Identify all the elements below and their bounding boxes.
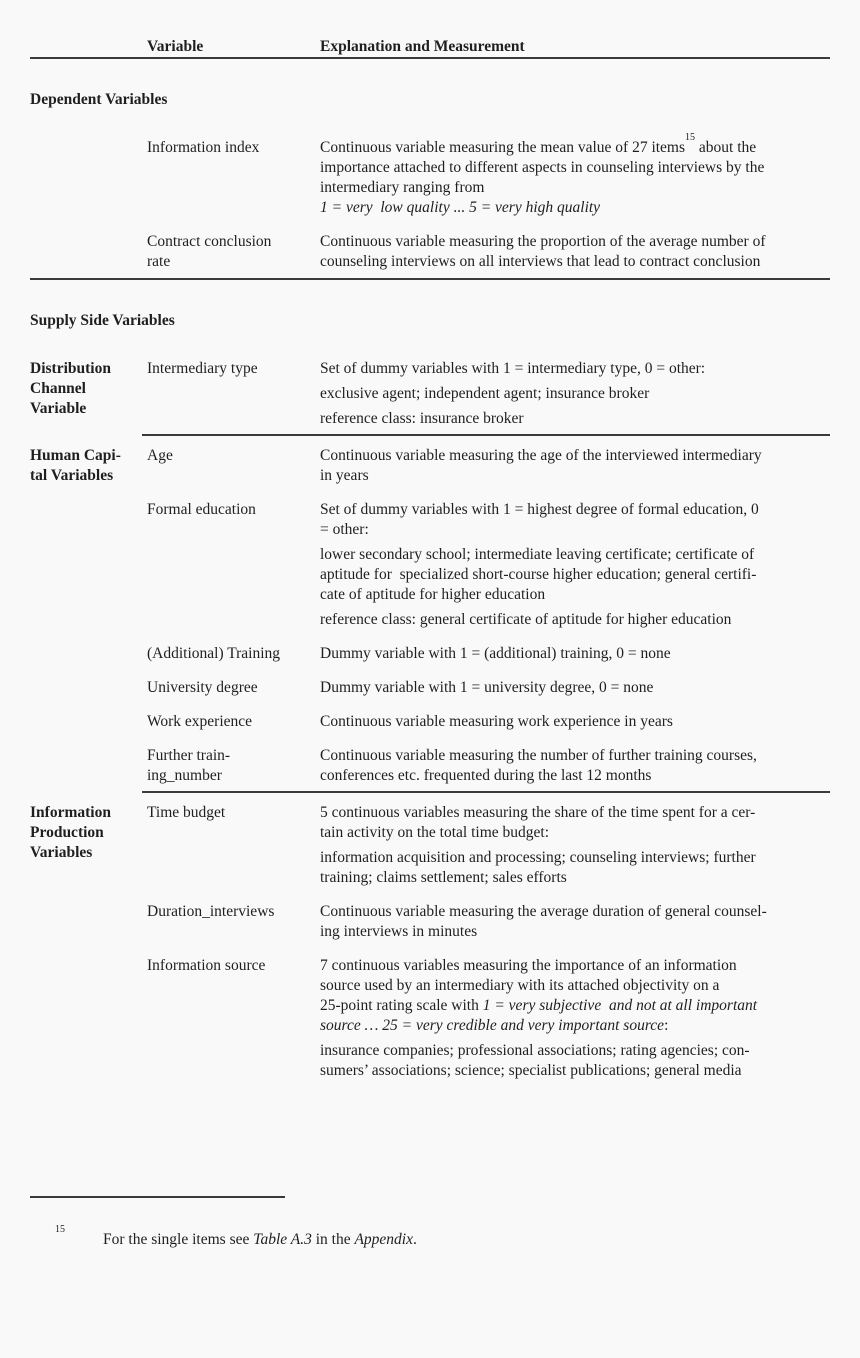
footnote-marker: 15 [55,1223,65,1235]
explanation-cell [320,902,833,942]
text-segment: tain activity on the total time budget: [320,824,550,841]
explanation-cell [320,500,833,630]
table-column-headers [30,0,830,57]
text-segment: Table A.3 [253,1231,312,1248]
variable-cell [147,712,320,732]
table-row [30,359,830,429]
explanation-line [320,956,833,976]
explanation-line [320,1016,833,1036]
text-segment: Continuous variable measuring work experience in years [320,713,673,730]
text-segment: aptitude for specialized short-course higher education; general certifi- [320,566,757,583]
text-segment: Continuous variable measuring the age of the interviewed intermediary [320,447,762,464]
table-row [30,232,830,272]
explanation-line [320,409,833,429]
explanation-line [320,198,833,218]
category-line: tal Variables [30,467,114,484]
text-segment: ing interviews in minutes [320,923,478,940]
explanation-cell [320,803,833,888]
explanation-paragraph [320,359,833,379]
explanation-line [320,848,833,868]
table-row [30,746,830,786]
text-segment: source … 25 = very credible and very important source [320,1017,665,1034]
variable-cell [147,746,320,786]
footnote-text [103,1231,417,1248]
variable-cell [147,678,320,698]
explanation-line [320,803,833,823]
section-title: Dependent Variables [30,91,168,108]
explanation-cell [320,678,833,698]
text-segment: in years [320,467,369,484]
variable-line: Information source [147,957,266,974]
explanation-paragraph [320,500,833,540]
explanation-line [320,585,833,605]
category-cell [30,803,147,863]
variable-line: Duration_interviews [147,903,275,920]
explanation-paragraph [320,446,833,486]
column-header-variable: Variable [147,38,204,55]
explanation-paragraph [320,131,833,218]
text-segment: . [413,1231,417,1248]
text-segment: 5 continuous variables measuring the share of the time spent for a cer- [320,804,756,821]
explanation-paragraph [320,409,833,429]
explanation-line [320,1041,833,1061]
text-segment: counseling interviews on all interviews that lead to contract conclusion [320,253,761,270]
explanation-line [320,384,833,404]
variable-line: Time budget [147,804,226,821]
table-row [30,712,830,732]
variable-cell [147,359,320,379]
table-row [30,446,830,486]
footnote-divider [30,1196,285,1198]
explanation-cell [320,956,833,1081]
explanation-line [320,1061,833,1081]
explanation-cell [320,746,833,786]
text-segment: cate of aptitude for higher education [320,586,546,603]
explanation-line [320,922,833,942]
text-segment: = other: [320,521,369,538]
explanation-paragraph [320,1041,833,1081]
variable-cell [147,956,320,976]
explanation-cell [320,359,833,429]
text-segment: sumers’ associations; science; specialist publications; general media [320,1062,742,1079]
table-row [30,803,830,888]
text-segment: reference class: general certificate of aptitude for higher education [320,611,732,628]
explanation-paragraph [320,610,833,630]
explanation-line [320,766,833,786]
variable-cell [147,500,320,520]
variable-line: University degree [147,679,258,696]
category-column-spacer [30,37,147,57]
category-line: Production [30,824,104,841]
explanation-cell [320,644,833,664]
explanation-line [320,976,833,996]
text-segment: reference class: insurance broker [320,410,524,427]
explanation-line [320,446,833,466]
category-line: Variable [30,400,87,417]
explanation-line [320,359,833,379]
text-segment: exclusive agent; independent agent; insurance broker [320,385,650,402]
explanation-paragraph [320,384,833,404]
text-segment: Set of dummy variables with 1 = highest degree of formal education, 0 [320,501,759,518]
variable-cell [147,803,320,823]
text-segment: Dummy variable with 1 = (additional) training, 0 = none [320,645,671,662]
variable-line: Further train- [147,747,231,764]
explanation-paragraph [320,712,833,732]
category-line: Channel [30,380,86,397]
explanation-paragraph [320,678,833,698]
text-segment: Continuous variable measuring the proportion of the average number of [320,233,766,250]
explanation-line [320,252,833,272]
variable-line: (Additional) Training [147,645,281,662]
explanation-line [320,644,833,664]
variable-line: Age [147,447,173,464]
table-divider [142,434,830,436]
explanation-paragraph [320,644,833,664]
explanation-line [320,902,833,922]
explanation-line [320,520,833,540]
text-segment: in the [311,1231,355,1248]
text-segment: source used by an intermediary with its attached objectivity on a [320,977,720,994]
explanation-paragraph [320,746,833,786]
explanation-line [320,545,833,565]
text-segment: 1 = very subjective and not at all important [482,997,758,1014]
superscript: 15 [685,131,696,143]
explanation-line [320,678,833,698]
text-segment: Continuous variable measuring the mean value of 27 items [320,139,686,156]
explanation-line [320,158,833,178]
variable-line: ing_number [147,767,222,784]
table-row [30,500,830,630]
table-row [30,902,830,942]
table-divider [30,278,830,280]
text-segment: 7 continuous variables measuring the importance of an information [320,957,737,974]
category-cell [30,446,147,486]
explanation-line [320,178,833,198]
variable-line: Contract conclusion [147,233,272,250]
explanation-line [320,868,833,888]
explanation-line [320,500,833,520]
footnote [30,1223,830,1250]
variable-line: Work experience [147,713,253,730]
variable-cell [147,138,320,158]
category-line: Variables [30,844,93,861]
table-body [30,90,830,1081]
text-segment: Continuous variable measuring the number of further training courses, [320,747,757,764]
explanation-line [320,746,833,766]
category-line: Information [30,804,111,821]
text-segment: Continuous variable measuring the average duration of general counsel- [320,903,767,920]
explanation-line [320,823,833,843]
variable-line: rate [147,253,171,270]
explanation-cell [320,131,833,218]
variable-cell [147,232,320,272]
text-segment: about the [695,139,757,156]
explanation-line [320,466,833,486]
text-segment: training; claims settlement; sales efforts [320,869,567,886]
explanation-cell [320,446,833,486]
table-row [30,678,830,698]
text-segment: insurance companies; professional associations; rating agencies; con- [320,1042,750,1059]
explanation-paragraph [320,848,833,888]
category-line: Human Capi- [30,447,121,464]
text-segment: conferences etc. frequented during the last 12 months [320,767,652,784]
text-segment: intermediary ranging from [320,179,485,196]
text-segment: : [664,1017,669,1034]
table-row [30,131,830,218]
category-cell [30,359,147,419]
variable-cell [147,644,320,664]
explanation-cell [320,232,833,272]
explanation-line [320,565,833,585]
variable-cell [147,902,320,922]
text-segment: 1 = very low quality ... 5 = very high quality [320,199,601,216]
variable-line: Formal education [147,501,256,518]
table-row [30,644,830,664]
variable-line: Intermediary type [147,360,258,377]
explanation-paragraph [320,803,833,843]
explanation-line [320,712,833,732]
header-divider [30,57,830,59]
text-segment: importance attached to different aspects in counseling interviews by the [320,159,765,176]
section-title: Supply Side Variables [30,312,175,329]
explanation-paragraph [320,956,833,1036]
variable-cell [147,446,320,466]
text-segment: information acquisition and processing; counseling interviews; further [320,849,756,866]
explanation-paragraph [320,902,833,942]
text-segment: Appendix [354,1231,413,1248]
explanation-paragraph [320,545,833,605]
text-segment: For the single items see [103,1231,254,1248]
text-segment: Dummy variable with 1 = university degree, 0 = none [320,679,654,696]
category-line: Distribution [30,360,111,377]
table-row [30,956,830,1081]
column-header-explanation: Explanation and Measurement [320,38,525,55]
explanation-line [320,131,833,158]
text-segment: 25-point rating scale with [320,997,483,1014]
explanation-cell [320,712,833,732]
explanation-paragraph [320,232,833,272]
text-segment: Set of dummy variables with 1 = intermediary type, 0 = other: [320,360,706,377]
explanation-line [320,232,833,252]
text-segment: lower secondary school; intermediate leaving certificate; certificate of [320,546,755,563]
explanation-line [320,996,833,1016]
table-divider [142,791,830,793]
explanation-line [320,610,833,630]
variable-line: Information index [147,139,260,156]
